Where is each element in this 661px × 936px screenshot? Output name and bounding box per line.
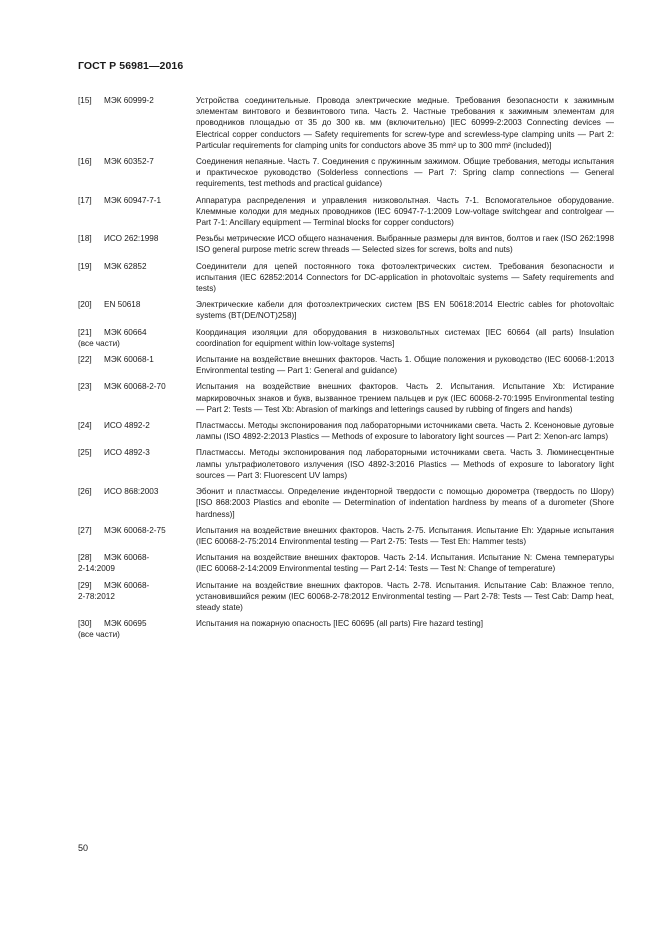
reference-item <box>78 195 614 229</box>
reference-code-line: МЭК 60068-2-75 <box>104 525 166 535</box>
reference-number: [29] <box>78 580 92 590</box>
reference-item <box>78 299 614 321</box>
reference-title: Эбонит и пластмассы. Определение инденторной твердости с помощью дюрометра (твердость по Шору) [ISO 868:2003 Plastics and ebonite — Determination of indentation hardness by means of a durometer (Shore hardness)] <box>196 487 614 519</box>
reference-code-line: МЭК 60068-1 <box>104 355 154 365</box>
reference-item <box>78 447 614 481</box>
reference-title: Испытания на воздействие внешних факторов. Часть 2-14. Испытания. Испытание N: Смена температуры (IEC 60068-2-14:2009 Environmental testing — Part 2-14: Tests — Test N: Change of temperature) <box>196 553 614 574</box>
reference-code-continuation: (все части) <box>78 338 120 348</box>
reference-item <box>78 618 614 640</box>
reference-title: Электрические кабели для фотоэлектрических систем [BS EN 50618:2014 Electric cables for photovoltaic systems (BT(DE/NOT)258)] <box>196 300 614 321</box>
reference-code <box>104 420 196 431</box>
reference-number: [23] <box>78 382 92 392</box>
reference-item <box>78 327 614 349</box>
reference-code-line: МЭК 60999-2 <box>104 96 154 105</box>
reference-title: Соединители для цепей постоянного тока фотоэлектрических систем. Требования безопасности и испытания (IEC 62852:2014 Connectors for DC-application in photovoltaic systems — Safety requirements and tests) <box>196 261 614 294</box>
reference-code-line: МЭК 62852 <box>104 261 147 271</box>
reference-code <box>104 552 196 563</box>
reference-item <box>78 552 614 574</box>
reference-code-line: ИСО 4892-2 <box>104 421 150 431</box>
reference-item <box>78 156 614 190</box>
reference-title: Испытания на воздействие внешних факторов. Часть 2-75. Испытания. Испытание Eh: Ударные испытания (IEC 60068-2-75:2014 Environmental testing — Part 2-75: Tests — Test Eh: Hammer tests) <box>196 525 614 546</box>
reference-number: [20] <box>78 300 92 310</box>
reference-code-line: МЭК 60068- <box>104 553 150 563</box>
reference-code-line: МЭК 60664 <box>104 327 147 337</box>
reference-number: [15] <box>78 96 92 105</box>
reference-title: Испытания на пожарную опасность [IEC 60695 (all parts) Fire hazard testing] <box>196 619 483 629</box>
reference-code-line: МЭК 60695 <box>104 619 147 629</box>
reference-title: Резьбы метрические ИСО общего назначения. Выбранные размеры для винтов, болтов и гаек (ISO 262:1998 ISO general purpose metric screw threads — Selected sizes for screws, bolts and nuts) <box>196 234 614 255</box>
reference-item <box>78 233 614 255</box>
reference-code <box>104 95 196 106</box>
reference-code <box>104 195 196 206</box>
reference-number: [25] <box>78 448 92 458</box>
reference-code-line: ИСО 868:2003 <box>104 487 159 497</box>
reference-title: Соединения непаяные. Часть 7. Соединения с пружинным зажимом. Общие требования, методы испытания и практическое руководство (Solderless connections — Part 7: Spring clamp connections — General requirements, test methods and practical guidance) <box>196 157 614 189</box>
reference-number: [18] <box>78 234 92 244</box>
reference-code-continuation: 2-14:2009 <box>78 564 115 574</box>
reference-number: [28] <box>78 553 92 563</box>
reference-number: [16] <box>78 157 92 167</box>
reference-item <box>78 486 614 520</box>
reference-number: [26] <box>78 487 92 497</box>
reference-item <box>78 420 614 442</box>
reference-item <box>78 354 614 376</box>
reference-code <box>104 354 196 365</box>
reference-title: Пластмассы. Методы экспонирования под лабораторными источниками света. Часть 2. Ксеноновые дуговые лампы (ISO 4892-2:2013 Plastics — Methods of exposure to laboratory light sources — Part 2: Xenon-arc lamps) <box>196 421 614 442</box>
reference-item <box>78 95 614 151</box>
reference-code <box>104 156 196 167</box>
reference-code <box>104 486 196 497</box>
reference-title: Испытания на воздействие внешних факторов. Часть 2. Испытания. Испытание Xb: Истирание маркировочных знаков и букв, вызванное трением пальцев и рук (IEC 60068-2-70:1995 Environmental testing — Part 2: Tests — Test Xb: Abrasion of markings and letterings caused by rubbing of fingers and hands) <box>196 382 614 414</box>
reference-title: Устройства соединительные. Провода электрические медные. Требования безопасности к зажимным элементам винтового и безвинтового типа. Часть 2. Частные требования к зажимным элементам для проводников площадью от 35 до 300 кв. мм (включительно) [IEC 60999-2:2003 Connecting devices — Electrical copper conductors — Safety requirements for screw-type and screwless-type clamping units — Part 2: Particular requirements for clamping units for conductors above 35 mm² up to 300 mm² (included)] <box>196 96 614 150</box>
reference-title: Координация изоляции для оборудования в низковольтных системах [IEC 60664 (all parts) Insulation coordination for equipment within low-voltage systems] <box>196 327 614 348</box>
reference-code-line: МЭК 60068-2-70 <box>104 382 166 392</box>
reference-code <box>104 261 196 272</box>
reference-item <box>78 580 614 614</box>
reference-code <box>104 580 196 591</box>
page-header: ГОСТ Р 56981—2016 <box>78 60 184 72</box>
reference-code <box>104 381 196 392</box>
reference-item <box>78 261 614 295</box>
reference-title: Испытание на воздействие внешних факторов. Часть 2-78. Испытания. Испытание Cab: Влажное тепло, установившийся режим (IEC 60068-2-78:2012 Environmental testing — Part 2-78: Tests — Test Cab: Damp heat, steady state) <box>196 580 614 612</box>
reference-code-continuation: 2-78:2012 <box>78 591 115 601</box>
reference-number: [21] <box>78 327 92 337</box>
reference-code <box>104 447 196 458</box>
reference-code-line: EN 50618 <box>104 300 141 310</box>
reference-number: [27] <box>78 525 92 535</box>
page-number: 50 <box>78 843 89 853</box>
reference-title: Аппаратура распределения и управления низковольтная. Часть 7-1. Вспомогательное оборудование. Клеммные колодки для медных проводников (IEC 60947-7-1:2009 Low-voltage switchgear and controlgear — Part 7-1: Ancillary equipment — Terminal blocks for copper conductors) <box>196 195 614 228</box>
reference-code-line: ИСО 4892-3 <box>104 448 150 458</box>
reference-code-line: МЭК 60068- <box>104 580 150 590</box>
reference-number: [30] <box>78 619 92 629</box>
reference-title: Испытание на воздействие внешних факторов. Часть 1. Общие положения и руководство (IEC 60068-1:2013 Environmental testing — Part 1: General and guidance) <box>196 355 614 376</box>
reference-code-continuation: (все части) <box>78 630 120 640</box>
reference-number: [19] <box>78 261 92 271</box>
reference-code <box>104 618 196 629</box>
bibliography-list <box>78 95 614 640</box>
reference-number: [17] <box>78 195 92 205</box>
reference-code-line: МЭК 60352-7 <box>104 157 154 167</box>
reference-item <box>78 525 614 547</box>
reference-code <box>104 327 196 338</box>
reference-title: Пластмассы. Методы экспонирования под лабораторными источниками света. Часть 3. Люминесцентные лампы ультрафиолетового излучения (ISO 4892-3:2016 Plastics — Methods of exposure to laboratory light sources — Part 3: Fluorescent UV lamps) <box>196 448 614 480</box>
reference-code <box>104 299 196 310</box>
reference-code-line: ИСО 262:1998 <box>104 234 159 244</box>
reference-code-line: МЭК 60947-7-1 <box>104 195 162 205</box>
reference-number: [24] <box>78 421 92 431</box>
reference-number: [22] <box>78 355 92 365</box>
reference-code <box>104 233 196 244</box>
reference-item <box>78 381 614 415</box>
reference-code <box>104 525 196 536</box>
